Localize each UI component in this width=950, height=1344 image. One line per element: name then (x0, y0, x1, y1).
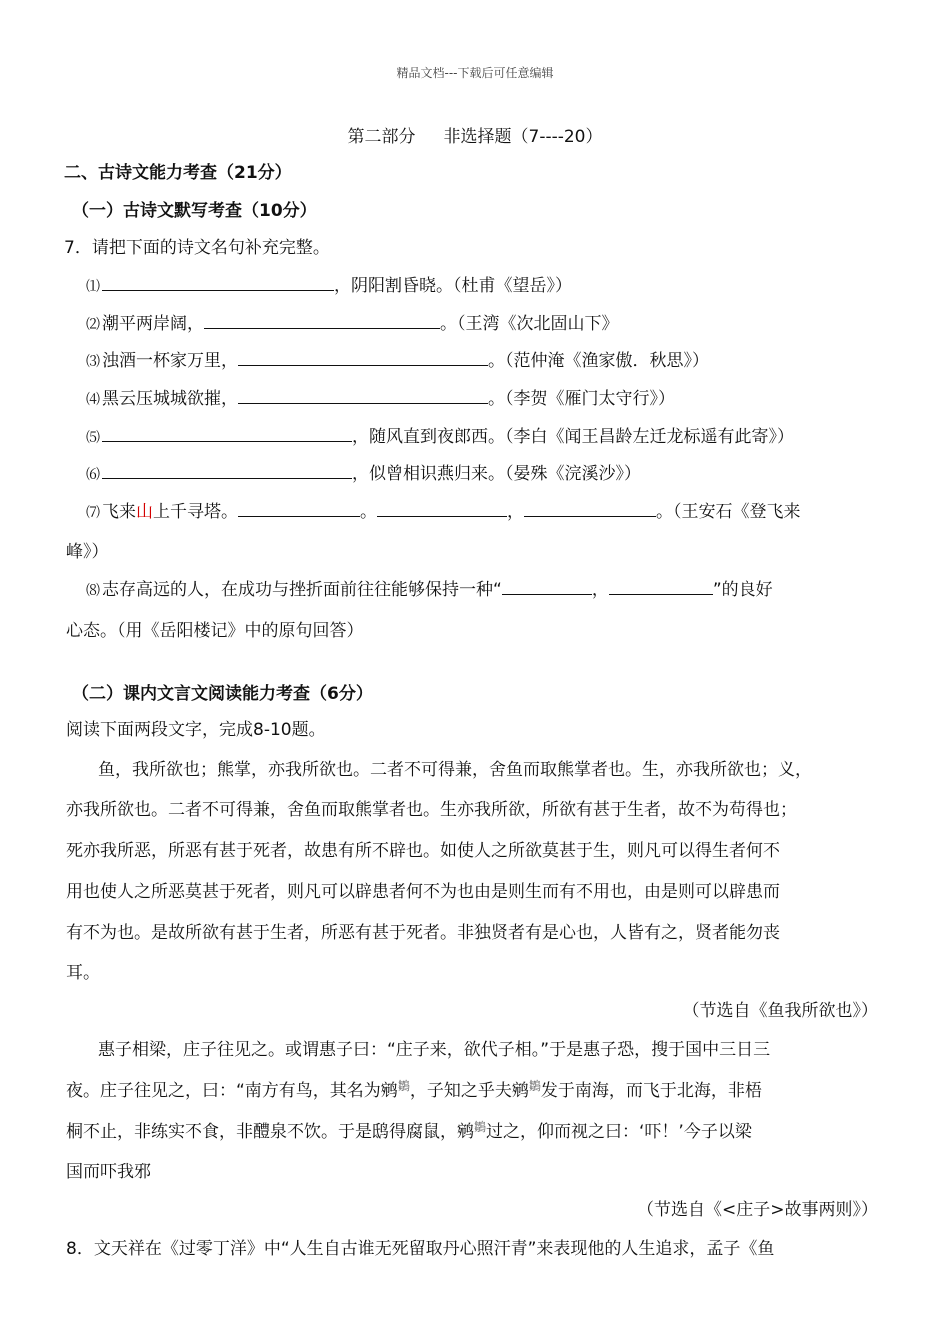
item-number: ⑴ (86, 279, 100, 295)
poem-item-7-continued: 峰》） (66, 542, 109, 562)
item-number: ⑷ (86, 392, 100, 408)
item-text-after: 。（李贺《雁门太守行》） (488, 389, 675, 409)
passage2-line: 惠子相梁，庄子往见之。或谓惠子曰：“庄子来，欲代子相。”于是惠子恐，搜于国中三日三 (98, 1040, 771, 1060)
passage-text: 发于南海，而飞于北海，非梧 (540, 1081, 762, 1101)
answer-blank[interactable] (377, 500, 507, 517)
answer-blank[interactable] (204, 312, 440, 329)
item-text: 志存高远的人，在成功与挫折面前往往能够保持一种“ (102, 580, 502, 600)
highlighted-character: 山 (136, 502, 153, 522)
passage1-line: 亦我所欲也。二者不可得兼，舍鱼而取熊掌者也。生亦我所欲，所欲有甚于生者，故不为苟得也； (66, 800, 797, 820)
passage-text: 桐不止，非练实不食，非醴泉不饮。于是鸱得腐鼠，鹓 (66, 1122, 474, 1142)
poem-item-4 (86, 384, 675, 409)
part-title (0, 122, 950, 147)
separator: ， (591, 580, 609, 600)
answer-blank[interactable] (102, 425, 352, 442)
item-text-after: 。（王湾《次北固山下》 (440, 314, 619, 334)
item-number: ⑺ (86, 505, 100, 521)
answer-blank[interactable] (524, 500, 656, 517)
question-8: 8．文天祥在《过零丁洋》中“人生自古谁无死留取丹心照汗青”来表现他的人生追求，孟子《鱼 (66, 1239, 775, 1259)
item-number: ⑶ (86, 354, 100, 370)
subsection-title-1: （一）古诗文默写考查（10分） (72, 201, 317, 221)
passage-text: 过之，仰而视之曰：‘吓！’今子以梁 (486, 1122, 752, 1142)
poem-item-7 (86, 497, 801, 522)
item-text: 飞来 (102, 502, 136, 522)
separator: 。 (360, 502, 377, 522)
passage1-line: 用也使人之所恶莫甚于死者，则凡可以辟患者何不为也由是则生而有不用也，由是则可以辟患而 (66, 882, 780, 902)
ruby-character: 鶵 (397, 1079, 410, 1093)
item-text-after: ，阴阳割昏晓。（杜甫《望岳》） (334, 276, 572, 296)
item-text: 上千寻塔。 (153, 502, 238, 522)
passage-text: ，子知之乎夫鹓 (409, 1081, 529, 1101)
passage-text: 夜。庄子往见之，曰：“南方有鸟，其名为鹓 (66, 1081, 398, 1101)
ruby-character: 鶵 (474, 1120, 487, 1134)
part-title-a: 第二部分 (347, 127, 416, 147)
item-number: ⑵ (86, 317, 100, 333)
item-text-after: ，随风直到夜郎西。（李白《闻王昌龄左迁龙标遥有此寄》） (352, 427, 794, 447)
poem-item-1 (86, 271, 572, 296)
answer-blank[interactable] (609, 578, 713, 595)
answer-blank[interactable] (238, 500, 360, 517)
passage2-line (66, 1076, 762, 1101)
item-number: ⑸ (86, 430, 100, 446)
answer-blank[interactable] (238, 387, 488, 404)
answer-blank[interactable] (502, 578, 592, 595)
passage1-line: 有不为也。是故所欲有甚于生者，所恶有甚于死者。非独贤者有是心也，人皆有之，贤者能勿丧 (66, 923, 780, 943)
passage1-line: 鱼，我所欲也；熊掌，亦我所欲也。二者不可得兼，舍鱼而取熊掌者也。生，亦我所欲也；义， (98, 760, 812, 780)
poem-item-3 (86, 346, 709, 371)
section-title: 二、古诗文能力考查（21分） (64, 163, 292, 183)
poem-item-8 (86, 575, 773, 600)
subsection-title-2: （二）课内文言文阅读能力考查（6分） (72, 684, 373, 704)
answer-blank[interactable] (102, 462, 352, 479)
item-text-before: 潮平两岸阔， (102, 314, 204, 334)
item-number: ⑻ (86, 583, 100, 599)
watermark-text: 精品文档---下载后可任意编辑 (396, 66, 554, 80)
item-text: 。（王安石《登飞来 (656, 502, 801, 522)
item-text: ”的良好 (712, 580, 773, 600)
question-7-prompt: 7．请把下面的诗文名句补充完整。 (64, 238, 330, 258)
poem-item-8-continued: 心态。（用《岳阳楼记》中的原句回答） (66, 621, 364, 641)
poem-item-2 (86, 309, 619, 334)
passage2-line: 国而吓我邪 (66, 1162, 151, 1182)
passage2-source: （节选自《<庄子>故事两则》） (637, 1200, 878, 1220)
passage1-line: 耳。 (66, 963, 100, 983)
answer-blank[interactable] (238, 349, 488, 366)
separator: ， (507, 502, 524, 522)
answer-blank[interactable] (102, 274, 334, 291)
poem-item-6 (86, 459, 641, 484)
item-text-after: 。（范仲淹《渔家傲．秋思》） (488, 351, 709, 371)
item-text-before: 浊酒一杯家万里， (102, 351, 238, 371)
poem-item-5 (86, 422, 794, 447)
item-text-before: 黑云压城城欲摧， (102, 389, 238, 409)
item-number: ⑹ (86, 467, 100, 483)
passage1-line: 死亦我所恶，所恶有甚于死者，故患有所不辟也。如使人之所欲莫甚于生，则凡可以得生者何不 (66, 841, 780, 861)
ruby-character: 鶵 (528, 1079, 541, 1093)
reading-instruction: 阅读下面两段文字，完成8-10题。 (66, 720, 326, 740)
part-title-b: 非选择题（7----20） (443, 127, 603, 147)
passage2-line (66, 1117, 752, 1142)
passage1-source: （节选自《鱼我所欲也》） (682, 1001, 878, 1021)
item-text-after: ，似曾相识燕归来。（晏殊《浣溪沙》） (352, 464, 641, 484)
